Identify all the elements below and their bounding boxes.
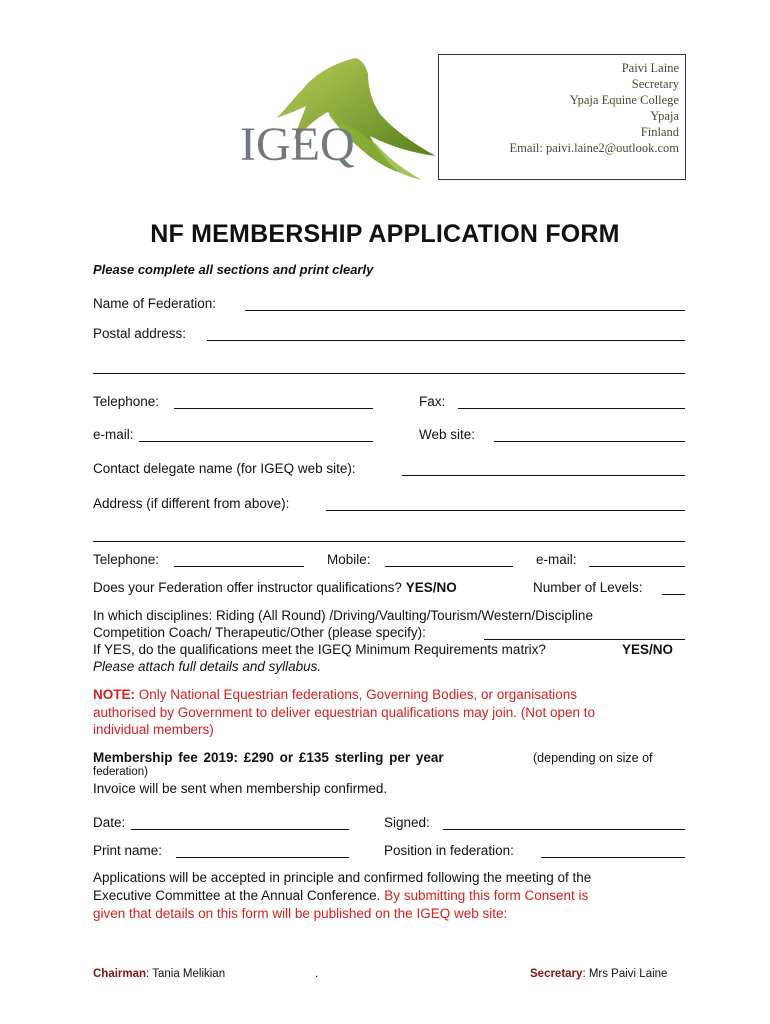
contact-field[interactable] xyxy=(402,475,685,476)
email-label: e-mail: xyxy=(93,427,134,442)
website-label: Web site: xyxy=(419,427,476,442)
closing-line-2b: By submitting this form Consent is xyxy=(384,888,589,903)
page-title: NF MEMBERSHIP APPLICATION FORM xyxy=(150,220,620,248)
fee-normal: (depending on size of xyxy=(533,751,653,765)
horse-head-icon xyxy=(236,52,446,187)
federation-label: Name of Federation: xyxy=(93,296,217,311)
address-country: Finland xyxy=(640,125,679,139)
logo-text: IGEQ xyxy=(240,118,355,171)
address-box xyxy=(438,54,686,180)
footer-dot: . xyxy=(315,968,319,980)
disciplines-field[interactable] xyxy=(484,639,685,640)
note-line-1 xyxy=(93,687,577,702)
note-line-3: individual members) xyxy=(93,722,214,737)
email-field[interactable] xyxy=(139,441,373,442)
telephone-field[interactable] xyxy=(174,408,373,409)
footer-secretary xyxy=(530,968,667,980)
qualifications-yesno[interactable]: YES/NO xyxy=(405,580,457,595)
matrix-yesno[interactable]: YES/NO xyxy=(622,642,674,657)
page-subtitle: Please complete all sections and print clearly xyxy=(93,262,374,277)
federation-field[interactable] xyxy=(245,310,685,311)
matrix-text: If YES, do the qualifications meet the IGEQ Minimum Requirements matrix? xyxy=(93,642,546,657)
disciplines-line-2: Competition Coach/ Therapeutic/Other (please specify): xyxy=(93,625,426,640)
qualifications-question xyxy=(93,580,457,595)
chairman-name: : Tania Melikian xyxy=(146,968,226,980)
fee-line-2: federation) xyxy=(93,766,148,778)
email2-field[interactable] xyxy=(589,566,685,567)
fee-line xyxy=(93,750,444,765)
date-label: Date: xyxy=(93,815,126,830)
secretary-label: Secretary xyxy=(530,968,583,980)
address-role: Secretary xyxy=(631,77,679,91)
closing-line-2a: Executive Committee at the Annual Conference. xyxy=(93,888,381,903)
secretary-name: : Mrs Paivi Laine xyxy=(582,968,668,980)
closing-line-2 xyxy=(93,888,588,903)
postal-field[interactable] xyxy=(207,340,685,341)
fax-field[interactable] xyxy=(458,408,685,409)
fee-bold: Membership fee 2019: £290 or £135 sterling per year xyxy=(93,750,444,765)
note-label: NOTE: xyxy=(93,687,135,702)
signed-label: Signed: xyxy=(384,815,430,830)
disciplines-line-1: In which disciplines: Riding (All Round) /Driving/Vaulting/Tourism/Western/Discipline xyxy=(93,608,593,623)
contact-label: Contact delegate name (for IGEQ web site): xyxy=(93,461,356,476)
address-diff-label: Address (if different from above): xyxy=(93,496,290,511)
qualifications-question-text: Does your Federation offer instructor qualifications? xyxy=(93,580,402,595)
mobile-label: Mobile: xyxy=(327,552,371,567)
address-name: Paivi Laine xyxy=(621,61,679,75)
footer-chairman xyxy=(93,968,225,980)
closing-line-3: given that details on this form will be published on the IGEQ web site: xyxy=(93,906,508,921)
address-diff-field[interactable] xyxy=(326,510,685,511)
website-field[interactable] xyxy=(494,441,685,442)
email2-label: e-mail: xyxy=(536,552,577,567)
position-field[interactable] xyxy=(541,857,685,858)
telephone2-label: Telephone: xyxy=(93,552,160,567)
matrix-line xyxy=(93,642,546,657)
chairman-label: Chairman xyxy=(93,968,147,980)
postal-field-2[interactable] xyxy=(93,373,685,374)
address-diff-field-2[interactable] xyxy=(93,541,685,542)
note-text-1: Only National Equestrian federations, Governing Bodies, or organisations xyxy=(138,687,578,702)
date-field[interactable] xyxy=(131,829,349,830)
address-email: Email: paivi.laine2@outlook.com xyxy=(509,141,679,155)
levels-field[interactable] xyxy=(662,594,685,595)
position-label: Position in federation: xyxy=(384,843,514,858)
levels-label: Number of Levels: xyxy=(533,580,643,595)
address-org: Ypaja Equine College xyxy=(569,93,679,107)
attach-note: Please attach full details and syllabus. xyxy=(93,659,322,674)
signed-field[interactable] xyxy=(443,829,685,830)
postal-label: Postal address: xyxy=(93,326,187,341)
telephone2-field[interactable] xyxy=(174,566,304,567)
mobile-field[interactable] xyxy=(385,566,513,567)
print-name-label: Print name: xyxy=(93,843,163,858)
closing-line-1: Applications will be accepted in principle and confirmed following the meeting of the xyxy=(93,870,592,885)
address-town: Ypaja xyxy=(650,109,679,123)
print-name-field[interactable] xyxy=(176,857,349,858)
telephone-label: Telephone: xyxy=(93,394,160,409)
note-line-2: authorised by Government to deliver equestrian qualifications may join. (Not open to xyxy=(93,705,596,720)
igeq-logo xyxy=(236,52,446,187)
fax-label: Fax: xyxy=(419,394,446,409)
invoice-note: Invoice will be sent when membership confirmed. xyxy=(93,781,388,796)
